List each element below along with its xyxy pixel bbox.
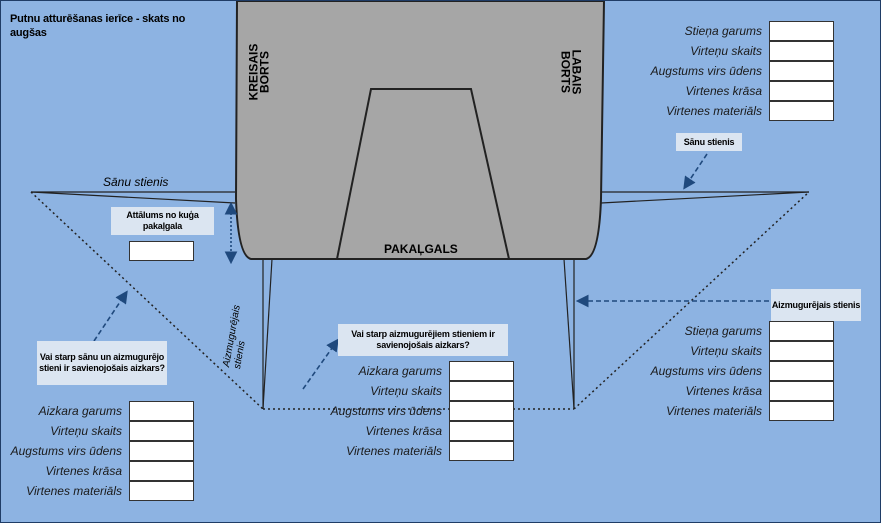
field-input[interactable] [769,101,834,121]
field-input[interactable] [129,461,194,481]
field-label: Virteņu skaits [690,44,762,58]
field-label: Virtenes materiāls [346,444,442,458]
rear-wall-label: Aizmugurējais stienis [221,304,248,370]
field-label: Augstums virs ūdens [330,404,442,418]
form-row [1,481,194,501]
field-input[interactable] [129,421,194,441]
callout-side-rear-gap: Vai starp sānu un aizmugurējo stieni ir savienojošais aizkars? [37,341,167,385]
field-input[interactable] [769,41,834,61]
form-bottom-left [1,401,194,501]
form-row [601,361,834,381]
field-input[interactable] [449,401,514,421]
form-row [601,21,834,41]
distance-input[interactable] [129,241,194,261]
form-row [601,81,834,101]
field-label: Virtenes krāsa [685,384,762,398]
form-row [601,401,834,421]
form-row [1,421,194,441]
form-bottom-right [601,321,834,421]
field-label: Augstums virs ūdens [650,64,762,78]
stern-label: PAKAĻGALS [384,242,458,256]
field-label: Virteņu skaits [50,424,122,438]
field-label: Virtenes materiāls [666,104,762,118]
form-row [1,461,194,481]
field-input[interactable] [769,61,834,81]
form-row [601,321,834,341]
field-input[interactable] [769,21,834,41]
side-wall-label: Sānu stienis [103,175,169,189]
form-row [291,361,514,381]
form-middle [291,361,514,461]
form-row [601,341,834,361]
form-row [1,401,194,421]
field-label: Virtenes materiāls [26,484,122,498]
diagram-title: Putnu atturēšanas ierīce - skats no augšas [10,13,186,39]
callout-side-wall: Sānu stienis [676,133,742,151]
field-input[interactable] [769,341,834,361]
form-row [601,61,834,81]
right-board-label: LABAIS BORTS [558,49,584,95]
field-input[interactable] [769,401,834,421]
field-label: Aizkara garums [358,364,442,378]
callout-rear-gap: Vai starp aizmugurējiem stieniem ir savienojošais aizkars? [338,324,508,356]
form-row [601,41,834,61]
form-row [291,381,514,401]
field-input[interactable] [129,401,194,421]
field-input[interactable] [449,421,514,441]
field-input[interactable] [769,321,834,341]
field-label: Stieņa garums [684,324,762,338]
field-label: Virteņu skaits [370,384,442,398]
form-row [291,421,514,441]
field-label: Virtenes krāsa [685,84,762,98]
form-row [1,441,194,461]
form-row [291,441,514,461]
field-input[interactable] [129,441,194,461]
field-input[interactable] [449,361,514,381]
form-top-right [601,21,834,121]
callout-distance-from-stern: Attālums no kuģa pakaļgala [111,207,214,235]
form-row [291,401,514,421]
left-board-label: KREISAIS BORTS [246,43,272,101]
field-input[interactable] [769,381,834,401]
field-label: Virtenes krāsa [45,464,122,478]
field-input[interactable] [769,81,834,101]
form-row [601,101,834,121]
field-label: Augstums virs ūdens [650,364,762,378]
field-label: Virteņu skaits [690,344,762,358]
field-label: Augstums virs ūdens [10,444,122,458]
callout-rear-wall: Aizmugurējais stienis [771,289,861,321]
field-input[interactable] [769,361,834,381]
field-input[interactable] [129,481,194,501]
field-label: Aizkara garums [38,404,122,418]
form-row [601,381,834,401]
field-input[interactable] [449,441,514,461]
field-input[interactable] [449,381,514,401]
field-label: Virtenes materiāls [666,404,762,418]
field-label: Stieņa garums [684,24,762,38]
field-label: Virtenes krāsa [365,424,442,438]
